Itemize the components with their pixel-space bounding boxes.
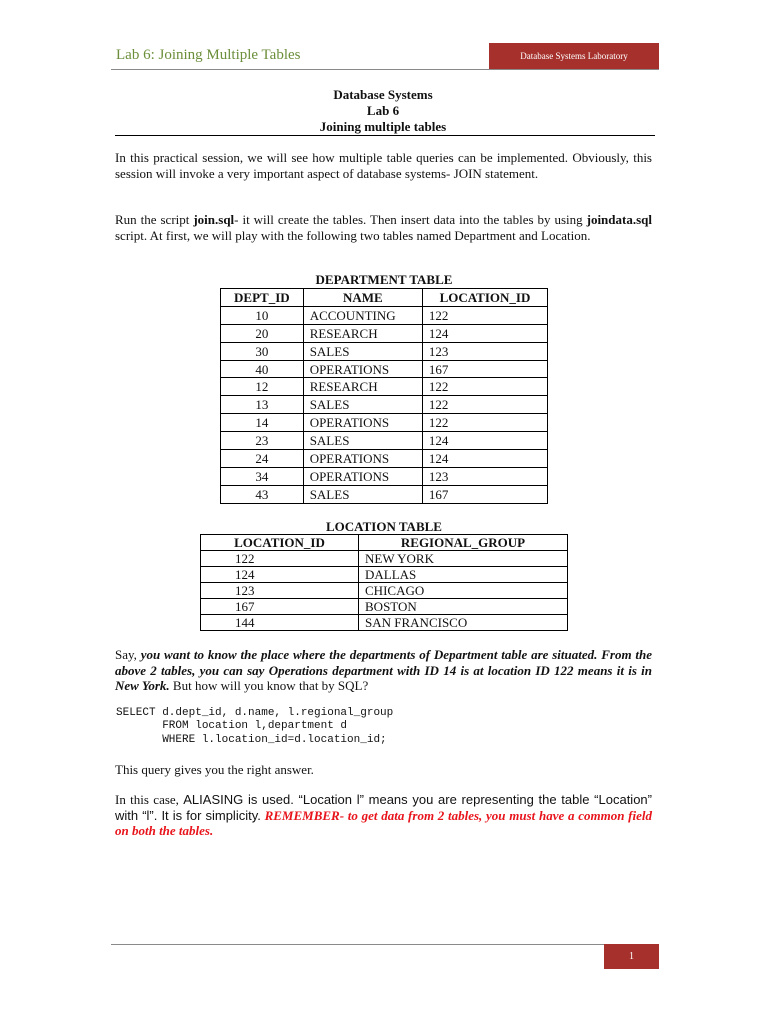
loc-table-cell: CHICAGO [359, 583, 568, 599]
loc-table-row [201, 551, 568, 567]
join-sql-name: join.sql [193, 212, 235, 227]
dept-table-cell: 30 [221, 342, 304, 360]
loc-table-cell: SAN FRANCISCO [359, 615, 568, 631]
dept-table-cell: 122 [422, 306, 547, 324]
question-emphasis: you want to know the place where the departments of Department table are situated. From the above 2 tables, you can say Operations department with ID 14 is at location ID 122 means it is in New York. [115, 647, 652, 694]
dept-table-row [221, 432, 548, 450]
dept-header-cell: NAME [303, 289, 422, 307]
dept-table-cell: SALES [303, 485, 422, 503]
dept-table-cell: 13 [221, 396, 304, 414]
script-text-3: script. At first, we will play with the following two tables named Department and Location. [115, 227, 591, 243]
dept-table-cell: OPERATIONS [303, 467, 422, 485]
dept-table-row [221, 378, 548, 396]
department-table-title: DEPARTMENT TABLE [315, 272, 453, 287]
dept-table-cell: 23 [221, 432, 304, 450]
dept-table-cell: 20 [221, 324, 304, 342]
document-heading [115, 87, 651, 135]
intro-paragraph: In this practical session, we will see how multiple table queries can be implemented. Obviously, this session will invoke a very important aspect of database systems- JOIN statement. [115, 150, 652, 181]
result-paragraph: This query gives you the right answer. [115, 762, 314, 777]
dept-table-cell: 10 [221, 306, 304, 324]
dept-table-cell: OPERATIONS [303, 450, 422, 468]
dept-table-row [221, 342, 548, 360]
dept-table-cell: OPERATIONS [303, 360, 422, 378]
loc-header-cell: LOCATION_ID [201, 535, 359, 551]
dept-table-cell: 123 [422, 467, 547, 485]
aliasing-explanation: ALIASING is used. “Location l” means you are representing the table “Location” with “l”. It is for simplicity. [115, 792, 652, 823]
loc-table-cell: 123 [201, 583, 359, 599]
loc-table-row [201, 615, 568, 631]
script-text-1: Run the script [115, 212, 194, 227]
dept-table-cell: 24 [221, 450, 304, 468]
page-number: 1 [604, 944, 659, 969]
department-table [220, 288, 548, 504]
loc-table-cell: 124 [201, 567, 359, 583]
heading-course: Database Systems [333, 87, 433, 102]
dept-table-cell: 12 [221, 378, 304, 396]
location-table-title: LOCATION TABLE [326, 519, 442, 534]
heading-topic: Joining multiple tables [319, 119, 447, 134]
dept-table-cell: 167 [422, 360, 547, 378]
dept-header-cell: DEPT_ID [221, 289, 304, 307]
joindata-sql-name: joindata.sql [586, 212, 652, 227]
dept-table-cell: 167 [422, 485, 547, 503]
dept-table-cell: SALES [303, 342, 422, 360]
loc-table-cell: 167 [201, 599, 359, 615]
dept-table-cell: 124 [422, 324, 547, 342]
loc-table-row [201, 567, 568, 583]
dept-table-row [221, 324, 548, 342]
dept-table-row [221, 360, 548, 378]
heading-rule [115, 135, 655, 136]
dept-table-cell: SALES [303, 396, 422, 414]
script-paragraph [115, 212, 652, 243]
dept-table-row [221, 396, 548, 414]
dept-table-cell: 122 [422, 414, 547, 432]
aliasing-text-1: In this case, [115, 792, 184, 807]
dept-table-cell: OPERATIONS [303, 414, 422, 432]
dept-table-cell: 122 [422, 396, 547, 414]
heading-lab: Lab 6 [366, 103, 400, 118]
question-text-2: But how will you know that by SQL? [169, 678, 369, 694]
dept-table-cell: 34 [221, 467, 304, 485]
dept-table-cell: 124 [422, 432, 547, 450]
dept-table-cell: 123 [422, 342, 547, 360]
running-header-title: Lab 6: Joining Multiple Tables [116, 47, 301, 63]
loc-table-cell: 122 [201, 551, 359, 567]
dept-table-cell: 43 [221, 485, 304, 503]
question-paragraph [115, 647, 652, 694]
aliasing-paragraph [115, 792, 652, 839]
loc-header-cell: REGIONAL_GROUP [359, 535, 568, 551]
dept-table-cell: ACCOUNTING [303, 306, 422, 324]
running-header-badge: Database Systems Laboratory [489, 43, 659, 69]
dept-table-row [221, 450, 548, 468]
dept-table-row [221, 485, 548, 503]
dept-table-row [221, 467, 548, 485]
dept-table-cell: 122 [422, 378, 547, 396]
loc-table-cell: 144 [201, 615, 359, 631]
dept-table-cell: RESEARCH [303, 378, 422, 396]
dept-table-row [221, 414, 548, 432]
dept-table-cell: 14 [221, 414, 304, 432]
question-text-1: Say, [115, 647, 141, 662]
loc-table-row [201, 583, 568, 599]
remember-note: REMEMBER- to get data from 2 tables, you must have a common field on both the tables. [115, 807, 652, 839]
header-divider [111, 69, 659, 70]
dept-header-cell: LOCATION_ID [422, 289, 547, 307]
location-table [200, 534, 568, 631]
footer-divider [111, 944, 659, 945]
dept-table-cell: RESEARCH [303, 324, 422, 342]
dept-table-cell: 124 [422, 450, 547, 468]
loc-table-cell: BOSTON [359, 599, 568, 615]
dept-table-cell: SALES [303, 432, 422, 450]
loc-table-row [201, 599, 568, 615]
sql-code-block: SELECT d.dept_id, d.name, l.regional_group FROM location l,department d WHERE l.location_id=d.location_id; [116, 707, 394, 746]
loc-table-cell: DALLAS [359, 567, 568, 583]
dept-table-row [221, 306, 548, 324]
script-text-2: - it will create the tables. Then insert data into the tables by using [234, 212, 587, 227]
dept-table-cell: 40 [221, 360, 304, 378]
loc-table-cell: NEW YORK [359, 551, 568, 567]
